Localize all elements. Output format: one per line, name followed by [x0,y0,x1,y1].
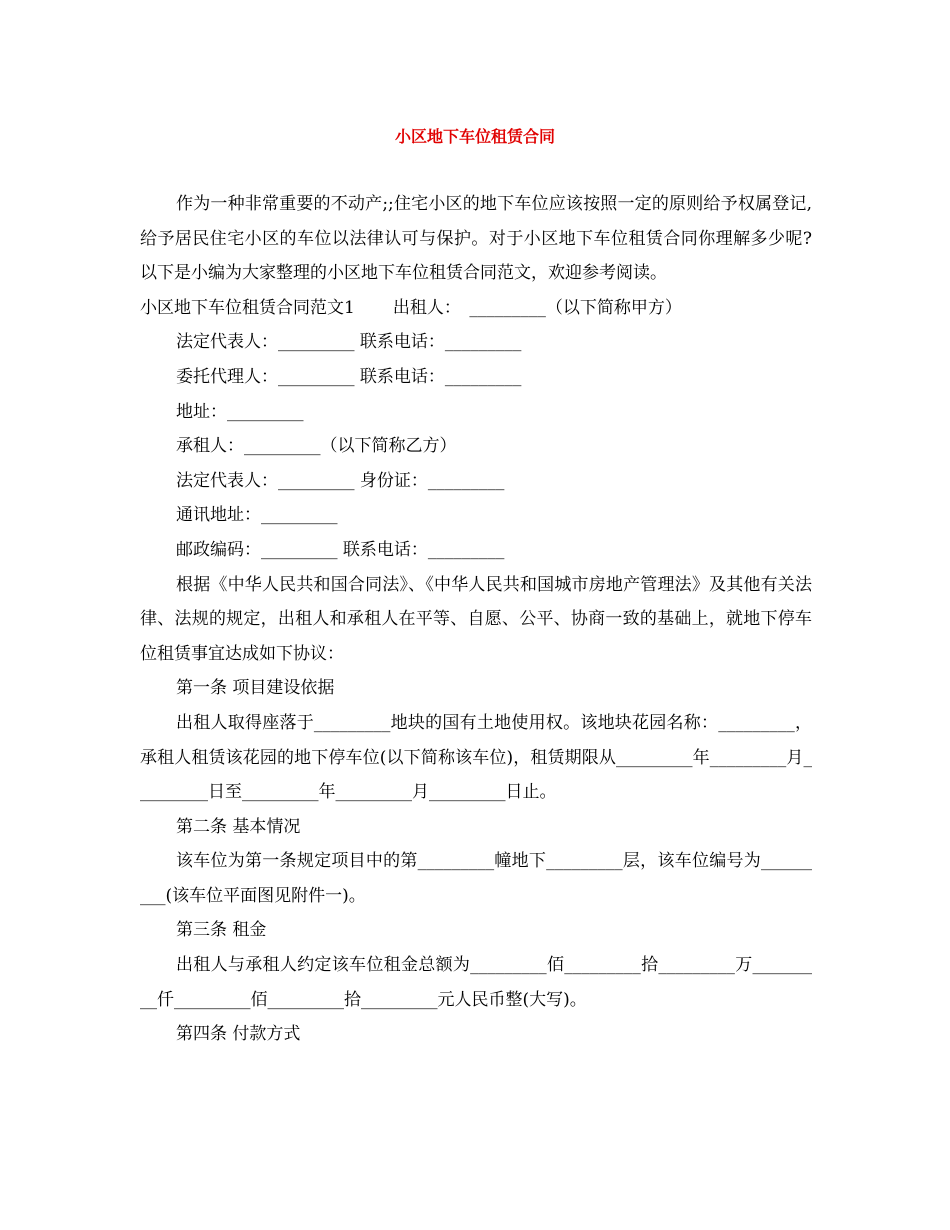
article-3-title: 第三条 租金 [176,920,267,941]
document-title: 小区地下车位租赁合同 [394,127,555,146]
article-1-title: 第一条 项目建设依据 [176,678,335,699]
sample-heading: 小区地下车位租赁合同范文1 [140,297,355,318]
article-2-body: 该车位为第一条规定项目中的第_________幢地下_________层，该车位编号为_________(该车位平面图见附件一)。 [140,851,812,906]
lessee-address: 通讯地址：_________ [176,505,338,526]
lessor-line: 出租人： _________（以下简称甲方） [392,297,682,318]
article-3-body: 出租人与承租人约定该车位租金总额为_________佰_________拾_________万_________仟_________佰_________拾_________元人民币整(大写)。 [140,955,812,1010]
sample-heading-line [140,291,812,326]
article-2-title: 第二条 基本情况 [176,816,301,837]
intro-paragraph: 作为一种非常重要的不动产;;住宅小区的地下车位应该按照一定的原则给予权属登记,给予居民住宅小区的车位以法律认可与保护。对于小区地下车位租赁合同你理解多少呢?以下是小编为大家整理的小区地下车位租赁合同范文，欢迎参考阅读。 [140,194,812,284]
lessee-postal: 邮政编码：_________ 联系电话：_________ [176,539,505,560]
article-4-title: 第四条 付款方式 [176,1024,301,1045]
lessor-address: 地址：_________ [176,401,304,422]
document-body [140,187,812,1052]
article-1-body: 出租人取得座落于_________地块的国有土地使用权。该地块花园名称：_________，承租人租赁该花园的地下停车位(以下简称该车位)，租赁期限从_________年_________月_________日至_________年_________月_________日止。 [140,712,812,803]
lessee-representative: 法定代表人：_________ 身份证：_________ [176,470,505,491]
lessor-representative: 法定代表人：_________ 联系电话：_________ [176,332,522,353]
basis-paragraph: 根据《中华人民共和国合同法》、《中华人民共和国城市房地产管理法》及其他有关法律、法规的规定，出租人和承租人在平等、自愿、公平、协商一致的基础上，就地下停车位租赁事宜达成如下协议： [140,574,812,664]
lessor-agent: 委托代理人：_________ 联系电话：_________ [176,366,522,387]
lessee-line: 承租人：_________（以下简称乙方） [176,436,457,457]
